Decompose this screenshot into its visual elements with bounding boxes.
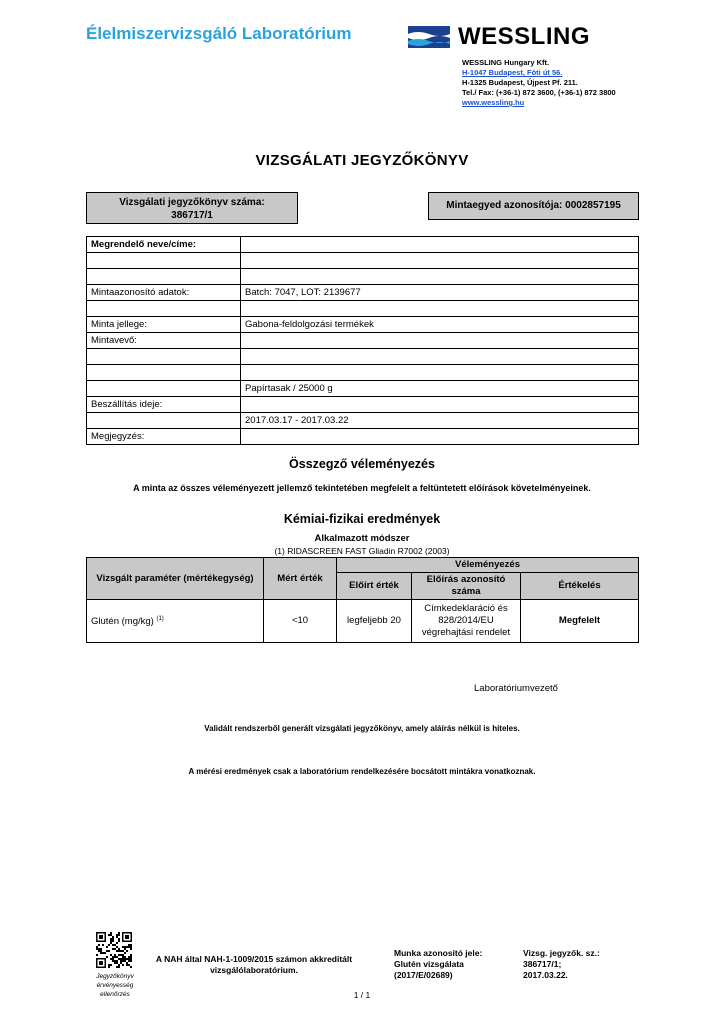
work-id-label: Munka azonosító jele: xyxy=(394,948,483,958)
report-number-label: Vizsgálati jegyzőkönyv száma: xyxy=(119,197,265,208)
results-title: Kémiai-fizikai eredmények xyxy=(283,512,441,526)
method-title: Alkalmazott módszer xyxy=(314,533,410,544)
summary-text: A minta az összes véleményezett jellemző tekintetében megfelelt a feltüntetett előírások követelményeinek. xyxy=(133,483,591,493)
document-title: VIZSGÁLATI JEGYZŐKÖNYV xyxy=(255,152,469,169)
wessling-logo xyxy=(408,24,618,54)
report-number-box xyxy=(86,192,298,224)
info-row xyxy=(87,413,639,429)
report-ref-label: Vizsg. jegyzők. sz.: xyxy=(523,948,600,958)
info-row xyxy=(87,381,639,397)
validity-note: Validált rendszerből generált vizsgálati jegyzőkönyv, amely aláírás nélkül is hiteles. xyxy=(204,724,520,733)
info-value xyxy=(241,269,639,285)
work-id-block xyxy=(394,948,482,981)
info-row xyxy=(87,237,639,253)
param-sup: (1) xyxy=(156,616,164,623)
info-label: Beszállítás ideje: xyxy=(87,397,241,413)
accreditation-text: A NAH által NAH-1-1009/2015 számon akkreditált vizsgálólaboratórium. xyxy=(155,954,353,975)
table-row xyxy=(87,600,639,643)
param-name: Glutén (mg/kg) xyxy=(91,616,154,628)
header-regulation: Előírás azonosító száma xyxy=(412,573,521,600)
info-label: Mintaazonosító adatok: xyxy=(87,285,241,301)
page-number: 1 / 1 xyxy=(353,990,371,1000)
info-label xyxy=(87,301,241,317)
info-row xyxy=(87,253,639,269)
info-row xyxy=(87,269,639,285)
info-label xyxy=(87,269,241,285)
company-address xyxy=(462,58,616,108)
header-evaluation: Értékelés xyxy=(521,573,639,600)
info-row xyxy=(87,365,639,381)
header-param: Vizsgált paraméter (mértékegység) xyxy=(87,558,264,600)
address-line-1[interactable]: H-1047 Budapest, Fóti út 56. xyxy=(462,68,563,77)
info-row xyxy=(87,429,639,445)
summary-title: Összegző véleményezés xyxy=(289,457,435,471)
info-row xyxy=(87,317,639,333)
sample-id-box: Mintaegyed azonosítója: 0002857195 xyxy=(428,192,639,220)
website-link[interactable]: www.wessling.hu xyxy=(462,98,525,107)
info-label xyxy=(87,413,241,429)
report-ref-date: 2017.03.22. xyxy=(523,970,568,980)
regulation-cell: Címkedeklaráció és 828/2014/EU végrehajtási rendelet xyxy=(412,600,521,643)
lab-title: Élelmiszervizsgáló Laboratórium xyxy=(86,24,352,43)
info-row xyxy=(87,301,639,317)
info-label xyxy=(87,253,241,269)
param-cell xyxy=(87,600,264,643)
measured-cell: <10 xyxy=(264,600,337,643)
info-value xyxy=(241,349,639,365)
qr-code-icon[interactable] xyxy=(96,932,132,968)
report-ref-block xyxy=(523,948,600,981)
info-row xyxy=(87,333,639,349)
header-opinion: Véleményezés xyxy=(337,558,639,573)
info-row xyxy=(87,285,639,301)
info-row xyxy=(87,397,639,413)
info-value: Papírtasak / 25000 g xyxy=(241,381,639,397)
header-required: Előírt érték xyxy=(337,573,412,600)
qr-caption: Jegyzőkönyv érvényesség ellenőrzés xyxy=(96,973,134,998)
work-id: (2017/E/02689) xyxy=(394,970,453,980)
info-value xyxy=(241,333,639,349)
wessling-logo-icon xyxy=(408,26,450,48)
info-value: Gabona-feldolgozási termékek xyxy=(241,317,639,333)
info-label xyxy=(87,349,241,365)
header-measured: Mért érték xyxy=(264,558,337,600)
info-value: Batch: 7047, LOT: 2139677 xyxy=(241,285,639,301)
scope-note: A mérési eredmények csak a laboratórium rendelkezésére bocsátott mintákra vonatkoznak. xyxy=(188,767,536,776)
info-value xyxy=(241,365,639,381)
address-line-2: H-1325 Budapest, Újpest Pf. 211. xyxy=(462,78,578,87)
info-label: Mintavevő: xyxy=(87,333,241,349)
report-ref-number: 386717/1; xyxy=(523,959,562,969)
info-label: Megjegyzés: xyxy=(87,429,241,445)
required-cell: legfeljebb 20 xyxy=(337,600,412,643)
info-label xyxy=(87,365,241,381)
signer-title: Laboratóriumvezető xyxy=(474,683,558,694)
logo-wordmark: WESSLING xyxy=(458,23,591,50)
phone-fax: Tel./ Fax: (+36-1) 872 3600, (+36-1) 872 3800 xyxy=(462,88,616,97)
company-name: WESSLING Hungary Kft. xyxy=(462,58,550,67)
info-value xyxy=(241,429,639,445)
info-label: Minta jellege: xyxy=(87,317,241,333)
report-number-value: 386717/1 xyxy=(171,210,213,221)
info-value: 2017.03.17 - 2017.03.22 xyxy=(241,413,639,429)
results-table xyxy=(86,557,639,643)
info-label: Megrendelő neve/címe: xyxy=(87,237,241,253)
info-value xyxy=(241,301,639,317)
evaluation-cell: Megfelelt xyxy=(521,600,639,643)
info-value xyxy=(241,253,639,269)
order-info-table xyxy=(86,236,639,445)
work-name: Glutén vizsgálata xyxy=(394,959,464,969)
info-value xyxy=(241,237,639,253)
info-row xyxy=(87,349,639,365)
info-label xyxy=(87,381,241,397)
method-text: (1) RIDASCREEN FAST Gliadin R7002 (2003) xyxy=(274,546,450,556)
info-value xyxy=(241,397,639,413)
